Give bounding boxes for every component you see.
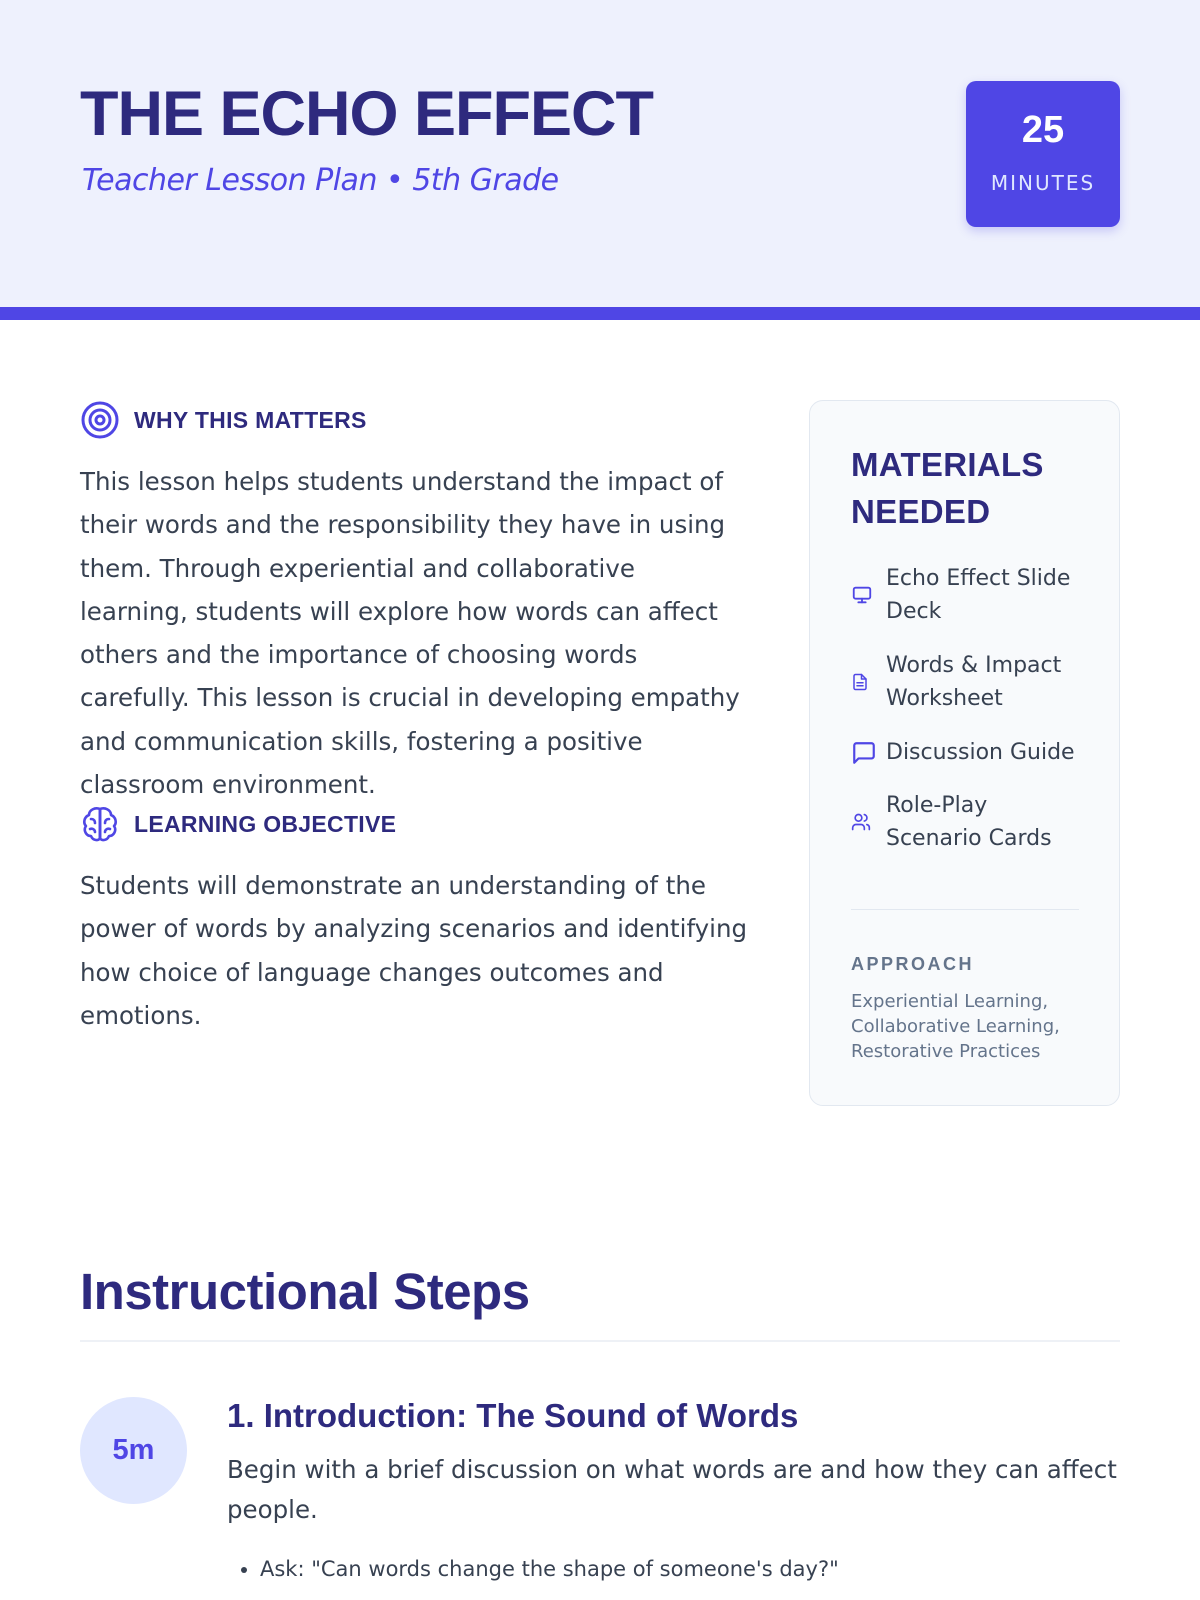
users-icon bbox=[851, 812, 877, 832]
steps-heading: Instructional Steps bbox=[80, 1263, 530, 1320]
material-item bbox=[851, 649, 1076, 715]
duration-unit: MINUTES bbox=[990, 171, 1096, 195]
step-description: Begin with a brief discussion on what words are and how they can affect people. bbox=[227, 1455, 1117, 1524]
step-time-badge: 5m bbox=[80, 1397, 187, 1504]
approach-text: Experiential Learning, Collaborative Learning, Restorative Practices bbox=[851, 991, 1060, 1062]
steps-divider bbox=[80, 1340, 1120, 1342]
duration-badge bbox=[966, 81, 1120, 227]
step-bullet-list bbox=[260, 1551, 1120, 1588]
materials-panel bbox=[809, 400, 1120, 1106]
document-icon bbox=[851, 673, 877, 691]
brain-icon bbox=[80, 804, 120, 844]
material-item bbox=[851, 789, 1076, 855]
why-heading bbox=[80, 400, 367, 440]
objective-heading-label: LEARNING OBJECTIVE bbox=[134, 810, 397, 837]
materials-title: MATERIALS NEEDED bbox=[851, 446, 1044, 530]
monitor-icon bbox=[851, 584, 877, 606]
why-heading-label: WHY THIS MATTERS bbox=[134, 406, 367, 433]
material-label: Role-Play Scenario Cards bbox=[886, 793, 1052, 851]
step-title: 1. Introduction: The Sound of Words bbox=[227, 1397, 799, 1434]
chat-bubble-icon bbox=[851, 740, 877, 766]
step-bullet: • Ask: "Can words change the shape of someone's day?" bbox=[260, 1551, 1120, 1588]
material-label: Discussion Guide bbox=[886, 740, 1075, 765]
lesson-title: THE ECHO EFFECT bbox=[80, 79, 654, 149]
approach-label: APPROACH bbox=[851, 954, 975, 974]
objective-heading bbox=[80, 804, 396, 844]
header-accent-bar bbox=[0, 307, 1200, 320]
lesson-subtitle: Teacher Lesson Plan • 5th Grade bbox=[82, 163, 559, 198]
target-icon bbox=[80, 400, 120, 440]
lesson-header bbox=[0, 0, 1200, 307]
objective-body: Students will demonstrate an understanding of the power of words by analyzing scenarios and identifying how choice of language changes outcomes and emotions. bbox=[80, 871, 748, 1030]
materials-divider bbox=[851, 909, 1079, 910]
duration-value: 25 bbox=[1021, 109, 1065, 151]
material-label: Echo Effect Slide Deck bbox=[886, 566, 1071, 624]
material-item bbox=[851, 562, 1076, 628]
material-item bbox=[851, 736, 1086, 769]
material-label: Words & Impact Worksheet bbox=[886, 653, 1062, 711]
why-body: This lesson helps students understand the impact of their words and the responsibility they have in using them. Through experiential and collaborative learning, students will explore how words can affect others and the importance of choosing words carefully. This lesson is crucial in developing empathy and communication skills, fostering a positive classroom environment. bbox=[80, 467, 740, 800]
